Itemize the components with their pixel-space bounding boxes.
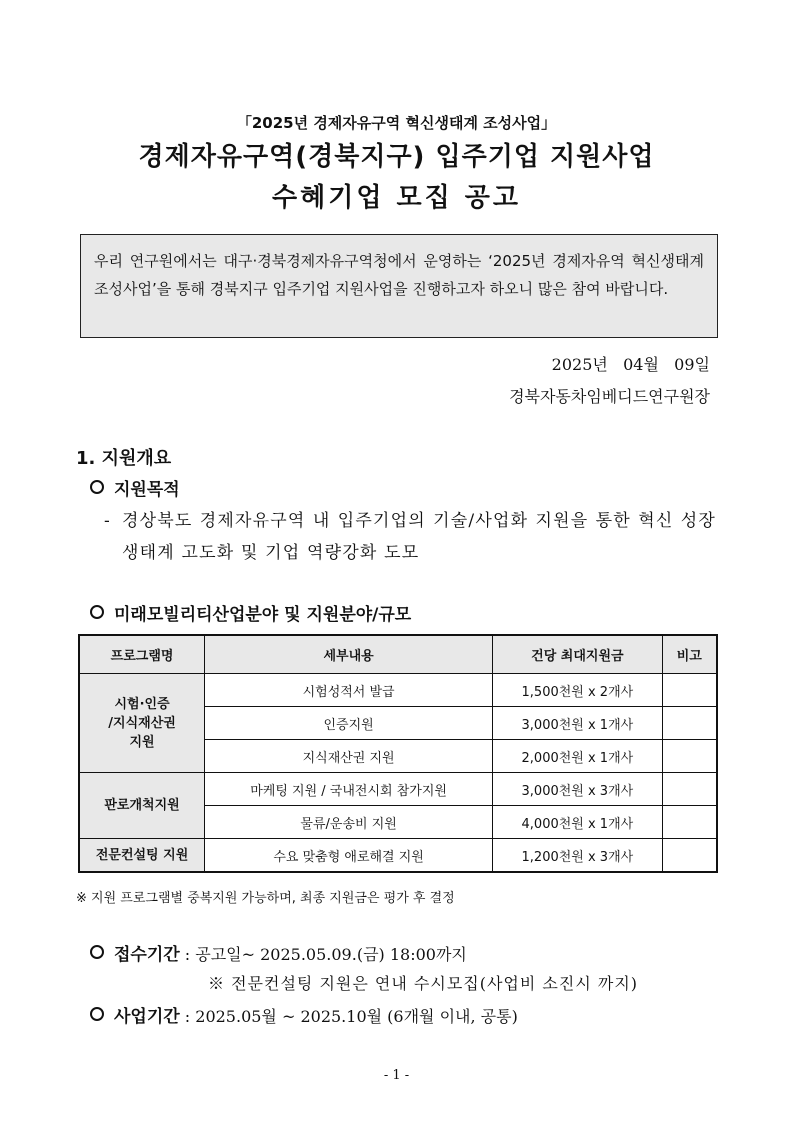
section-heading: 1. 지원개요	[76, 448, 172, 469]
note-cell	[662, 839, 717, 873]
note-cell	[662, 806, 717, 839]
reception-value: : 공고일~ 2025.05.09.(금) 18:00까지	[179, 945, 467, 964]
document-title-line1: 경제자유구역(경북지구) 입주기업 지원사업	[138, 142, 655, 172]
purpose-description	[104, 505, 716, 569]
table-header-cell: 세부내용	[205, 635, 493, 674]
program-category: 전문컨설팅 지원	[79, 839, 205, 873]
support-table	[78, 634, 718, 873]
field-bullet	[90, 600, 411, 625]
table-header-cell: 건당 최대지원금	[493, 635, 663, 674]
detail-cell: 물류/운송비 지원	[205, 806, 493, 839]
field-label: 미래모빌리티산업분야 및 지원분야/규모	[114, 605, 412, 625]
document-title-line2: 수혜기업 모집 공고	[271, 183, 522, 213]
table-header-cell: 프로그램명	[79, 635, 205, 674]
dash-marker: -	[104, 511, 110, 531]
amount-cell: 1,500천원 x 2개사	[493, 674, 663, 707]
note-cell	[662, 773, 717, 806]
program-category: 시험·인증 /지식재산권 지원	[79, 674, 205, 773]
reception-note: ※ 전문컨설팅 지원은 연내 수시모집(사업비 소진시 까지)	[208, 974, 639, 993]
program-category: 판로개척지원	[79, 773, 205, 839]
announcement-organization: 경북자동차임베디드연구원장	[509, 387, 710, 406]
detail-cell: 마케팅 지원 / 국내전시회 참가지원	[205, 773, 493, 806]
purpose-bullet	[90, 475, 180, 500]
purpose-text: 경상북도 경제자유구역 내 입주기업의 기술/사업화 지원을 통한 혁신 성장 생태계 고도화 및 기업 역량강화 도모	[122, 511, 716, 563]
intro-text: 우리 연구원에서는 대구·경북경제자유구역청에서 운영하는 ‘2025년 경제자유역 혁신생태계 조성사업’을 통해 경북지구 입주기업 지원사업을 진행하고자 하오니 많은 참여 바랍니다.	[94, 252, 704, 298]
table-header-row	[79, 635, 717, 674]
intro-box	[80, 234, 718, 338]
detail-cell: 수요 맞춤형 애로해결 지원	[205, 839, 493, 873]
detail-cell: 시험성적서 발급	[205, 674, 493, 707]
reception-label: 접수기간	[114, 945, 180, 965]
table-footnote: ※ 지원 프로그램별 중복지원 가능하며, 최종 지원금은 평가 후 결정	[76, 891, 455, 906]
note-cell	[662, 674, 717, 707]
circle-bullet-icon	[90, 945, 104, 959]
detail-cell: 인증지원	[205, 707, 493, 740]
period-label: 사업기간	[114, 1007, 180, 1027]
purpose-label: 지원목적	[114, 480, 180, 500]
amount-cell: 3,000천원 x 3개사	[493, 773, 663, 806]
note-cell	[662, 707, 717, 740]
table-header-cell: 비고	[662, 635, 717, 674]
amount-cell: 2,000천원 x 1개사	[493, 740, 663, 773]
amount-cell: 1,200천원 x 3개사	[493, 839, 663, 873]
period-value: : 2025.05월 ~ 2025.10월 (6개월 이내, 공통)	[179, 1007, 518, 1026]
document-subtitle: 「2025년 경제자유구역 혁신생태계 조성사업」	[236, 114, 557, 132]
table-row	[79, 674, 717, 707]
circle-bullet-icon	[90, 1007, 104, 1021]
table-row	[79, 773, 717, 806]
circle-bullet-icon	[90, 480, 104, 494]
table-row	[79, 839, 717, 873]
detail-cell: 지식재산권 지원	[205, 740, 493, 773]
period-bullet	[90, 1002, 518, 1027]
circle-bullet-icon	[90, 605, 104, 619]
amount-cell: 4,000천원 x 1개사	[493, 806, 663, 839]
amount-cell: 3,000천원 x 1개사	[493, 707, 663, 740]
reception-bullet	[90, 940, 467, 965]
page-number: - 1 -	[383, 1068, 410, 1083]
note-cell	[662, 740, 717, 773]
announcement-date: 2025년 04월 09일	[551, 355, 710, 374]
